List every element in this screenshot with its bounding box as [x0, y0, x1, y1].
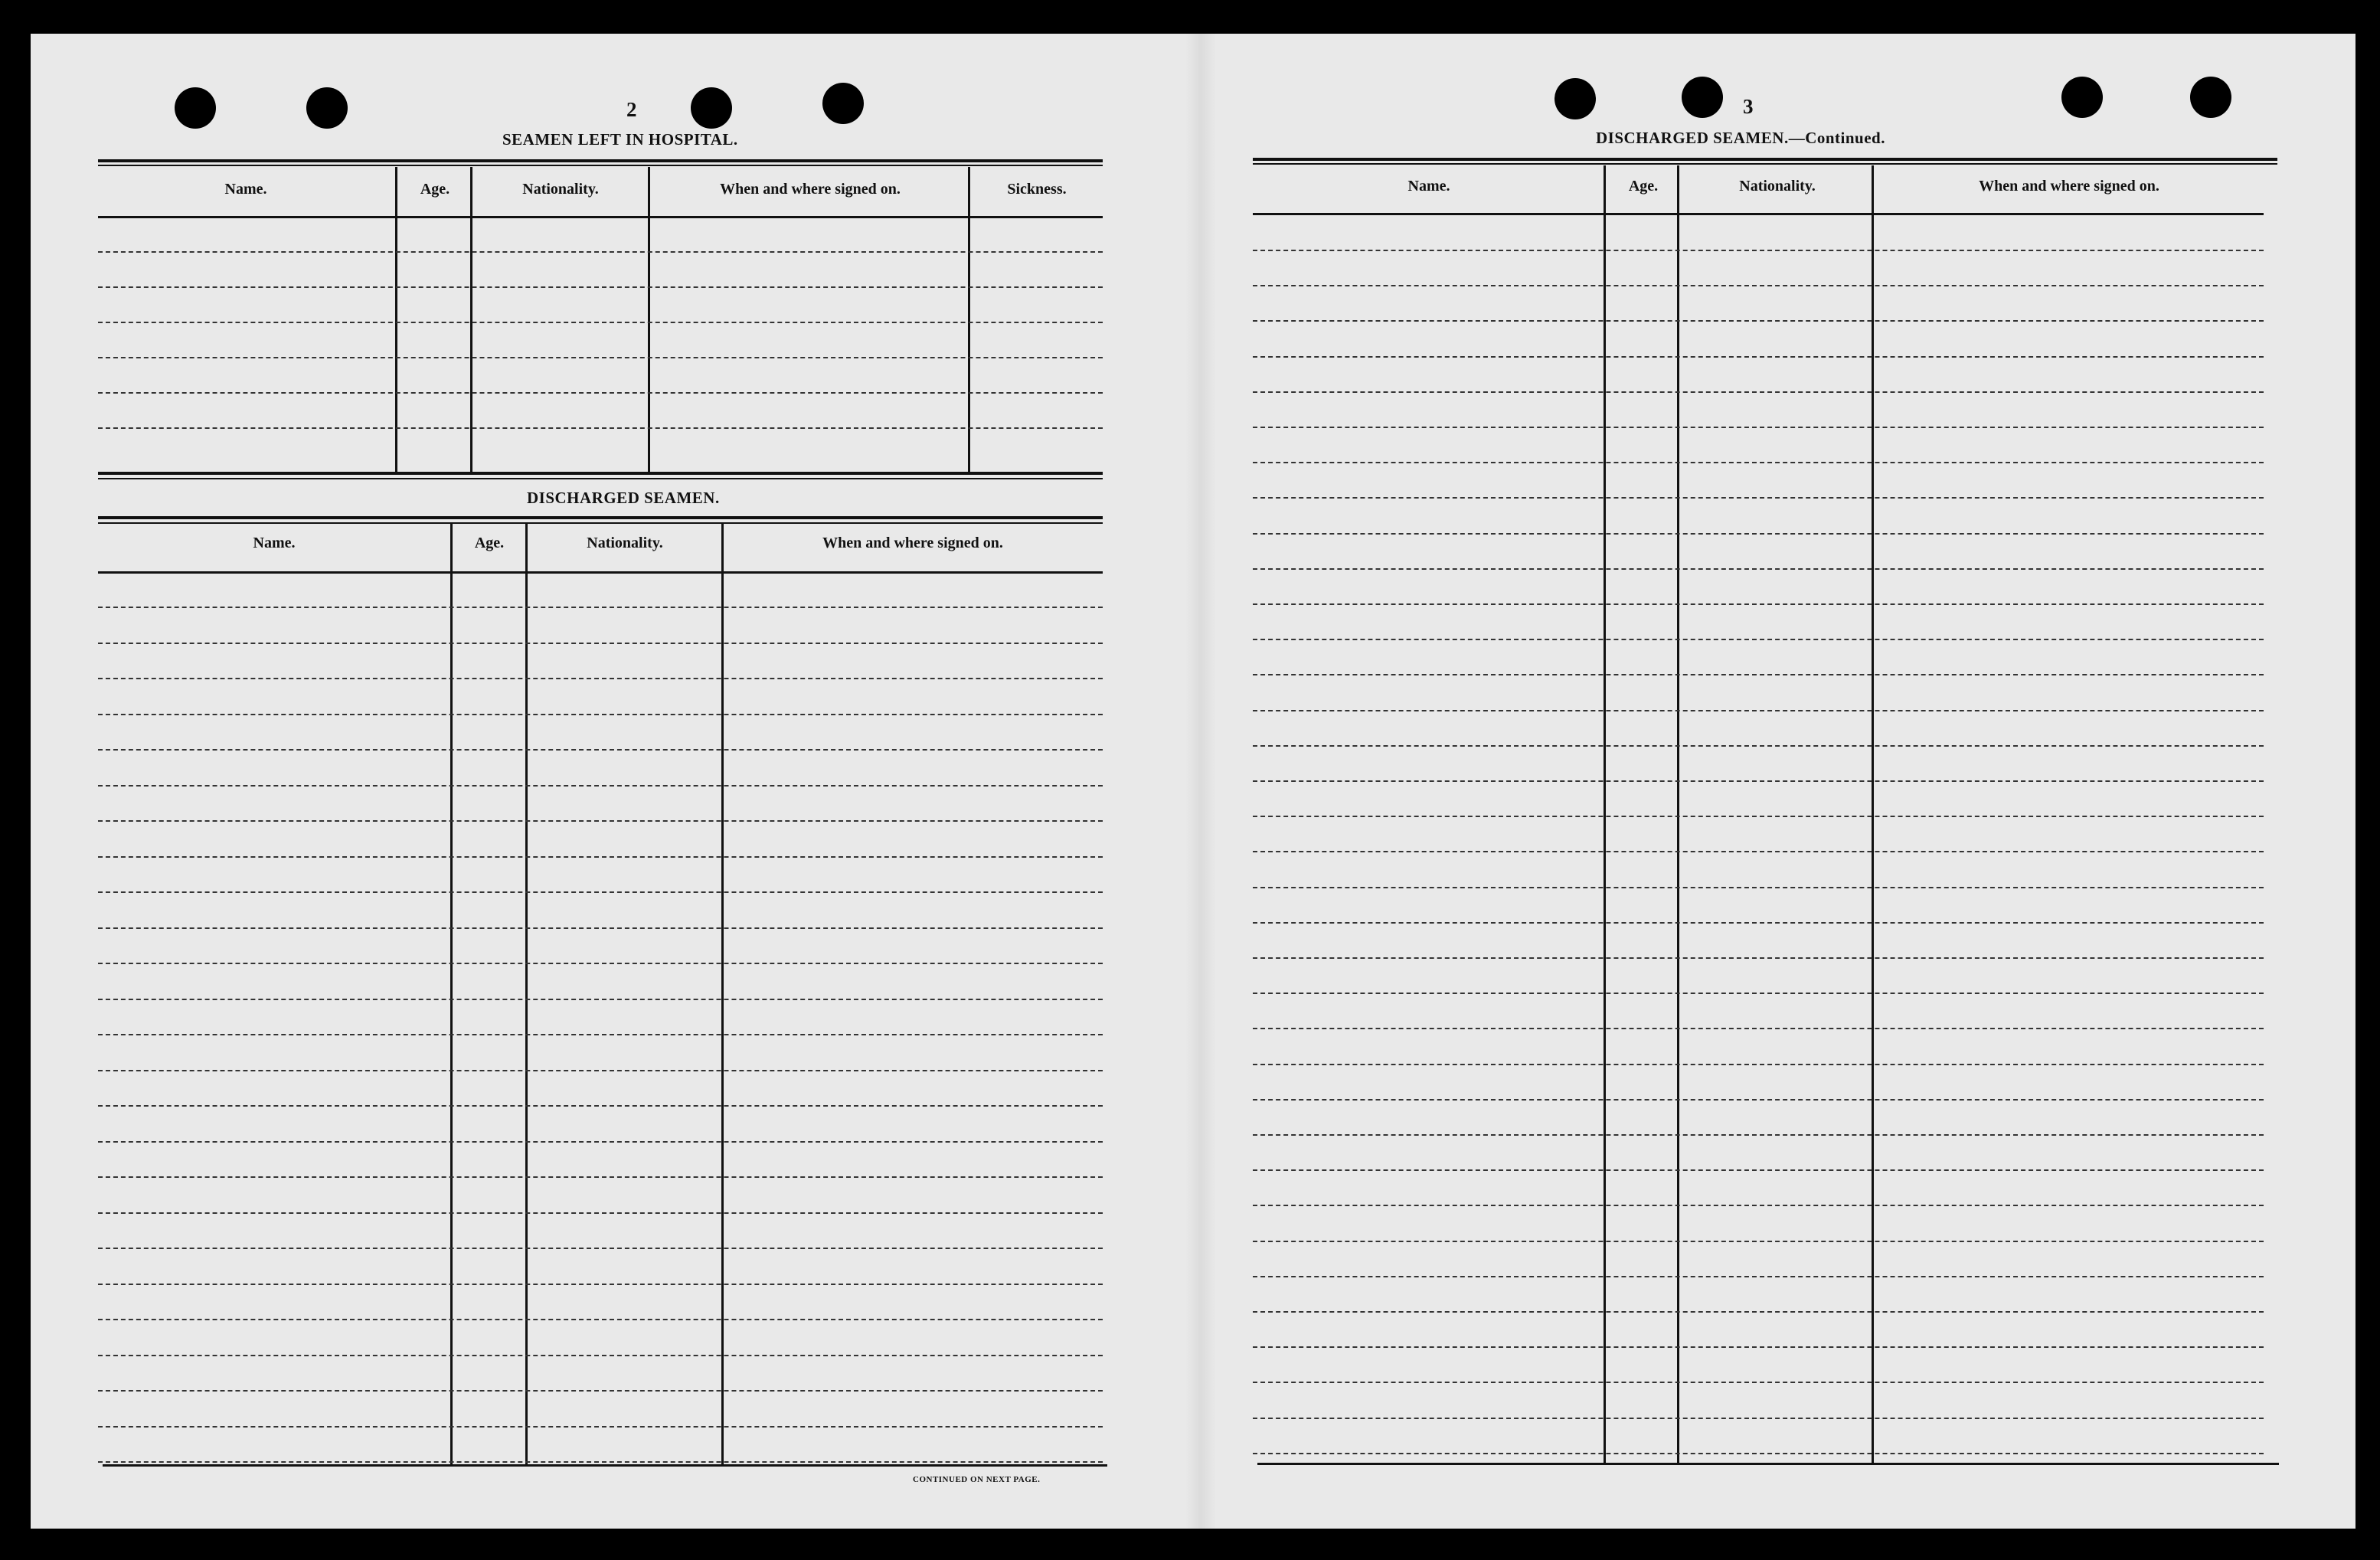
form-row-line [98, 1248, 1103, 1249]
form-row-line [1253, 639, 2264, 640]
discharged-rows [1253, 165, 2264, 1464]
form-row-line [98, 1034, 1103, 1035]
hospital-table [98, 167, 1103, 475]
form-row-line [1253, 922, 2264, 924]
hospital-rows [98, 167, 1103, 475]
hospital-section-title: SEAMEN LEFT IN HOSPITAL. [502, 130, 738, 149]
form-row-line [1253, 427, 2264, 428]
form-row-line [98, 427, 1103, 429]
form-row-line [98, 749, 1103, 751]
form-row-line [98, 1426, 1103, 1428]
double-rule-top [1253, 163, 2277, 165]
form-row-line [98, 678, 1103, 679]
form-row-line [1253, 285, 2264, 286]
form-row-line [98, 322, 1103, 323]
form-row-line [1253, 780, 2264, 782]
form-row-line [98, 1461, 1103, 1463]
form-row-line [98, 607, 1103, 608]
discharged-table [1253, 165, 2264, 1464]
form-row-line [1253, 1453, 2264, 1454]
form-row-line [1253, 603, 2264, 605]
form-row-line [98, 286, 1103, 288]
form-row-line [1253, 710, 2264, 711]
col-header-signed-on: When and where signed on. [720, 181, 901, 198]
form-row-line [1253, 1205, 2264, 1206]
page-number: 2 [626, 98, 637, 121]
form-row-line [1253, 1134, 2264, 1136]
double-rule-top [1253, 158, 2277, 161]
form-row-line [1253, 957, 2264, 959]
form-row-line [98, 1319, 1103, 1320]
form-row-line [1253, 1418, 2264, 1419]
form-row-line [98, 643, 1103, 644]
form-row-line [1253, 993, 2264, 994]
form-row-line [1253, 497, 2264, 499]
form-row-line [1253, 1169, 2264, 1171]
form-row-line [1253, 533, 2264, 535]
double-rule [98, 478, 1103, 479]
form-row-line [1253, 816, 2264, 817]
form-row-line [98, 1070, 1103, 1071]
form-row-line [98, 891, 1103, 893]
col-header-nationality: Nationality. [1739, 178, 1816, 195]
document-sheet [31, 34, 2355, 1529]
bottom-rule [103, 1464, 1107, 1467]
form-row-line [1253, 250, 2264, 251]
col-header-nationality: Nationality. [522, 181, 599, 198]
form-row-line [98, 1355, 1103, 1356]
left-page [98, 34, 1149, 1529]
col-header-age: Age. [474, 535, 505, 551]
col-header-sickness: Sickness. [1007, 181, 1067, 198]
form-row-line [98, 1141, 1103, 1143]
col-header-signed-on: When and where signed on. [822, 535, 1003, 551]
form-row-line [1253, 1064, 2264, 1065]
double-rule [98, 516, 1103, 519]
form-row-line [98, 785, 1103, 787]
form-row-line [98, 1212, 1103, 1214]
double-rule-top [98, 159, 1103, 162]
col-header-age: Age. [1628, 178, 1659, 195]
form-row-line [98, 999, 1103, 1000]
form-row-line [1253, 568, 2264, 570]
discharged-title-text: DISCHARGED SEAMEN. [1596, 129, 1789, 147]
form-row-line [98, 963, 1103, 964]
col-header-name: Name. [1407, 178, 1450, 195]
form-row-line [98, 1390, 1103, 1392]
double-rule-top [98, 165, 1103, 166]
col-header-name: Name. [253, 535, 296, 551]
form-row-line [98, 927, 1103, 929]
form-row-line [1253, 1241, 2264, 1242]
form-row-line [98, 1176, 1103, 1178]
form-row-line [98, 251, 1103, 253]
form-row-line [1253, 1382, 2264, 1383]
bottom-rule [1257, 1463, 2279, 1465]
form-row-line [1253, 1028, 2264, 1029]
form-row-line [1253, 745, 2264, 747]
form-row-line [1253, 851, 2264, 852]
form-row-line [1253, 1311, 2264, 1313]
form-row-line [1253, 391, 2264, 393]
form-row-line [98, 1105, 1103, 1107]
form-row-line [1253, 1346, 2264, 1348]
double-rule [98, 472, 1103, 475]
page-number: 3 [1743, 95, 1754, 118]
continued-note: CONTINUED ON NEXT PAGE. [913, 1475, 1041, 1484]
discharged-table [98, 524, 1103, 1466]
col-header-signed-on: When and where signed on. [1979, 178, 2159, 195]
discharged-rows [98, 524, 1103, 1466]
form-row-line [98, 357, 1103, 358]
col-header-age: Age. [420, 181, 450, 198]
form-row-line [98, 714, 1103, 715]
form-row-line [1253, 320, 2264, 322]
form-row-line [1253, 1276, 2264, 1277]
form-row-line [1253, 356, 2264, 358]
form-row-line [98, 820, 1103, 822]
page-fold [1185, 34, 1216, 1529]
form-row-line [1253, 462, 2264, 463]
discharged-section-title: DISCHARGED SEAMEN. [527, 489, 720, 507]
form-row-line [98, 856, 1103, 858]
discharged-continued-title [1596, 129, 1885, 148]
form-row-line [1253, 1099, 2264, 1101]
col-header-name: Name. [224, 181, 267, 198]
continued-suffix: —Continued. [1788, 129, 1885, 147]
col-header-nationality: Nationality. [587, 535, 663, 551]
form-row-line [98, 392, 1103, 394]
right-page [1253, 34, 2310, 1529]
form-row-line [1253, 887, 2264, 888]
form-row-line [98, 1284, 1103, 1285]
form-row-line [1253, 674, 2264, 675]
